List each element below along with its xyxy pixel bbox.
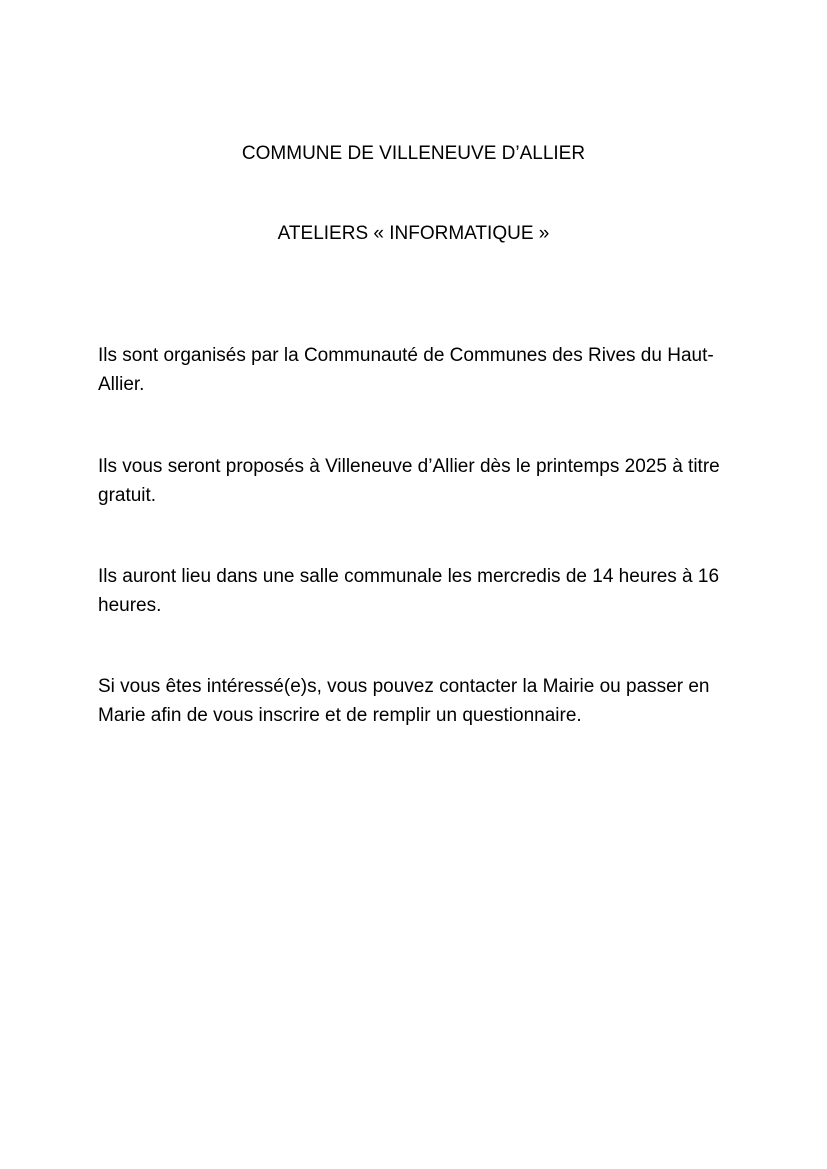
paragraph-schedule: Ils auront lieu dans une salle communale les mercredis de 14 heures à 16 heures. xyxy=(98,566,720,616)
paragraph-location-date: Ils vous seront proposés à Villeneuve d’Allier dès le printemps 2025 à titre gratuit. xyxy=(98,456,720,506)
commune-heading: COMMUNE DE VILLENEUVE D’ALLIER xyxy=(241,143,586,164)
page-title: ATELIERS « INFORMATIQUE » xyxy=(277,223,550,244)
paragraph-contact: Si vous êtes intéressé(e)s, vous pouvez contacter la Mairie ou passer en Marie afin de vous inscrire et de remplir un questionnaire. xyxy=(98,676,710,726)
paragraph-organizer: Ils sont organisés par la Communauté de Communes des Rives du Haut-Allier. xyxy=(98,345,714,395)
